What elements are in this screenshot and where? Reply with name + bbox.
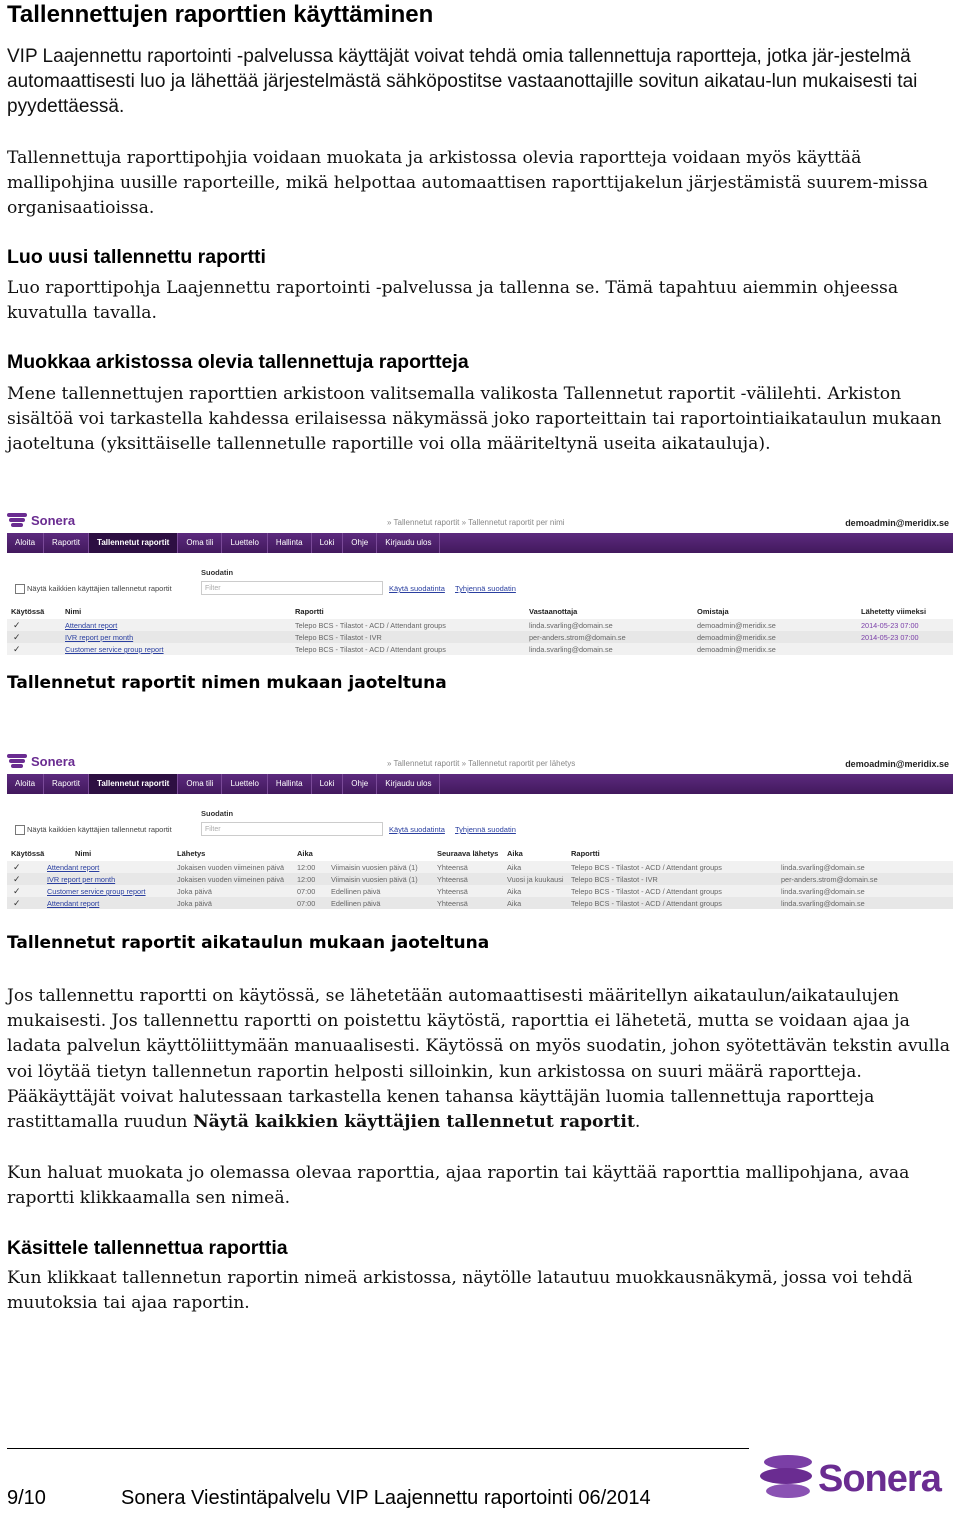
page-title: Tallennettujen raporttien käyttäminen [7,1,434,28]
main-nav [7,774,953,794]
section-text-create: Luo raporttipohja Laajennettu raportointi -palvelussa ja tallenna se. Tämä tapahtuu aiemmin ohjeessa kuvatulla tavalla. [7,278,899,324]
sonera-mark-icon [7,753,27,769]
footer-text: Sonera Viestintäpalvelu VIP Laajennettu raportointi 06/2014 [121,1487,651,1509]
nav-luettelo[interactable]: Luettelo [222,533,267,553]
check-icon: ✓ [13,620,21,630]
nav-kirjaudu-ulos[interactable]: Kirjaudu ulos [377,774,440,794]
breadcrumb: » Tallennetut raportit » Tallennetut raportit per nimi [387,518,565,527]
apply-filter-link[interactable]: Käytä suodatinta [389,584,445,593]
filter-label: Suodatin [201,568,234,577]
filter-input[interactable]: Filter [201,581,383,595]
table-row: ✓ IVR report per month Jokaisen vuoden viimeinen päivä 12:00 Viimaisin vuosien päivä (1) Yhteensä Vuosi ja kuukausi Telepo BCS - Tilastot - IVR per-anders.strom@domain.se [7,873,953,886]
check-icon: ✓ [13,898,21,908]
nav-raportit[interactable]: Raportit [44,774,89,794]
page-number: 9/10 [7,1487,46,1509]
main-nav [7,533,953,553]
template-paragraph: Tallennettuja raporttipohjia voidaan muokata ja arkistossa olevia raportteja voidaan myös käyttää mallipohjina uusille raporteille, mikä helpottaa automaattisen raporttijakelun järjestämistä suurem-missa organisaatioissa. [7,148,929,219]
report-name-link[interactable]: Attendant report [47,863,100,872]
footer-sonera-logo: Sonera [760,1452,952,1504]
filter-input[interactable]: Filter [201,822,383,836]
open-paragraph: Kun haluat muokata jo olemassa olevaa raporttia, ajaa raportin tai käyttää raporttia mallipohjana, avaa raportti klikkaamalla sen nimeä. [7,1163,910,1209]
sonera-logo: Sonera [7,512,75,528]
section-heading-edit: Muokkaa arkistossa olevia tallennettuja raportteja [7,351,469,373]
nav-oma-tili[interactable]: Oma tili [178,533,222,553]
user-email[interactable]: demoadmin@meridix.se [845,759,949,769]
table-row: ✓ Customer service group report Telepo BCS - Tilastot - ACD / Attendant groups linda.svarling@domain.se demoadmin@meridix.se [7,643,953,656]
intro-paragraph: VIP Laajennettu raportointi -palvelussa käyttäjät voivat tehdä omia tallennettuja raportteja, jotka jär-jestelmä automaattisesti luo ja lähettää järjestelmästä sähköpostitse vastaanottajille sovitun aikatau-lun mukaisesti tai pyydettäessä. [7,46,918,117]
check-icon: ✓ [13,862,21,872]
show-all-checkbox[interactable] [15,825,25,835]
sonera-logo: Sonera [7,753,75,769]
check-icon: ✓ [13,886,21,896]
check-icon: ✓ [13,874,21,884]
table-header: Käytössä Nimi Raportti Vastaanottaja Omistaja Lähetetty viimeksi [11,607,927,616]
report-name-link[interactable]: Customer service group report [47,887,146,896]
section-heading-create: Luo uusi tallennettu raportti [7,246,266,268]
apply-filter-link[interactable]: Käytä suodatinta [389,825,445,834]
nav-oma-tili[interactable]: Oma tili [178,774,222,794]
filter-label: Suodatin [201,809,234,818]
screenshot-by-name [7,510,953,658]
nav-luettelo[interactable]: Luettelo [222,774,267,794]
caption-by-schedule: Tallennetut raportit aikataulun mukaan jaoteltuna [7,933,490,953]
nav-ohje[interactable]: Ohje [343,774,377,794]
section-text-edit: Mene tallennettujen raporttien arkistoon valitsemalla valikosta Tallennetut raportit -välilehti. Arkiston sisältöä voi tarkastella kahdessa erilaisessa näkymässä joko raporteittain tai raportointiaikataulun mukaan jaoteltuna (yksittäiselle tallennetulle raportille voi olla määriteltynä useita aikatauluja). [7,384,942,455]
user-email[interactable]: demoadmin@meridix.se [845,518,949,528]
nav-aloita[interactable]: Aloita [7,533,44,553]
check-icon: ✓ [13,644,21,654]
active-paragraph: Jos tallennettu raportti on käytössä, se lähetetään automaattisesti määritellyn aikataulun/aikataulujen mukaisesti. Jos tallennettu raportti on poistettu käytöstä, raporttia ei lähetetä, mutta se voidaan ajaa ja ladata palvelun käyttöliittymään manuaalisesti. Käytössä on myös suodatin, johon syötettävän tekstin avulla voi löytää tietyn tallennetun raportin helposti silloinkin, kun arkistossa on suuri määrä raportteja. Pääkäyttäjät voivat halutessaan tarkastella kenen tahansa käyttäjän luomia tallennettuja raportteja rastittamalla ruudun Näytä kaikkien käyttäjien tallennetut raportit. [7,986,950,1133]
sonera-mark-icon [760,1452,816,1504]
nav-hallinta[interactable]: Hallinta [268,533,312,553]
nav-ohje[interactable]: Ohje [343,533,377,553]
table-row: ✓ IVR report per month Telepo BCS - Tilastot - IVR per-anders.strom@domain.se demoadmin@meridix.se 2014-05-23 07:00 [7,631,953,644]
nav-aloita[interactable]: Aloita [7,774,44,794]
sonera-mark-icon [7,512,27,528]
section-heading-handle: Käsittele tallennettua raporttia [7,1237,288,1259]
footer-rule [7,1448,749,1449]
nav-loki[interactable]: Loki [312,533,344,553]
clear-filter-link[interactable]: Tyhjennä suodatin [455,825,516,834]
table-header: Käytössä Nimi Lähetys Aika Seuraava lähetys Aika Raportti [11,849,600,858]
show-all-checkbox[interactable] [15,584,25,594]
report-name-link[interactable]: Customer service group report [65,645,164,654]
table-row: ✓ Attendant report Telepo BCS - Tilastot - ACD / Attendant groups linda.svarling@domain.se demoadmin@meridix.se 2014-05-23 07:00 [7,619,953,632]
nav-tallennetut-raportit[interactable]: Tallennetut raportit [89,774,178,794]
nav-raportit[interactable]: Raportit [44,533,89,553]
breadcrumb: » Tallennetut raportit » Tallennetut raportit per lähetys [387,759,576,768]
table-row: ✓ Attendant report Jokaisen vuoden viimeinen päivä 12:00 Viimaisin vuosien päivä (1) Yhteensä Aika Telepo BCS - Tilastot - ACD / Attendant groups linda.svarling@domain.se [7,861,953,874]
nav-tallennetut-raportit[interactable]: Tallennetut raportit [89,533,178,553]
section-text-handle: Kun klikkaat tallennetun raportin nimeä arkistossa, näytölle latautuu muokkausnäkymä, jossa voi tehdä muutoksia tai ajaa raportin. [7,1268,913,1314]
report-name-link[interactable]: IVR report per month [65,633,134,642]
show-all-emphasis: Näytä kaikkien käyttäjien tallennetut raportit [192,1112,635,1133]
report-name-link[interactable]: Attendant report [47,899,100,908]
table-row: ✓ Attendant report Joka päivä 07:00 Edellinen päivä Yhteensä Aika Telepo BCS - Tilastot - ACD / Attendant groups linda.svarling@domain.se [7,897,953,910]
clear-filter-link[interactable]: Tyhjennä suodatin [455,584,516,593]
check-icon: ✓ [13,632,21,642]
nav-hallinta[interactable]: Hallinta [268,774,312,794]
caption-by-name: Tallennetut raportit nimen mukaan jaoteltuna [7,673,447,693]
nav-loki[interactable]: Loki [312,774,344,794]
screenshot-by-schedule [7,751,953,911]
report-name-link[interactable]: Attendant report [65,621,118,630]
table-row: ✓ Customer service group report Joka päivä 07:00 Edellinen päivä Yhteensä Aika Telepo BCS - Tilastot - ACD / Attendant groups linda.svarling@domain.se [7,885,953,898]
report-name-link[interactable]: IVR report per month [47,875,116,884]
show-all-label: Näytä kaikkien käyttäjien tallennetut raportit [27,825,172,834]
nav-kirjaudu-ulos[interactable]: Kirjaudu ulos [377,533,440,553]
show-all-label: Näytä kaikkien käyttäjien tallennetut raportit [27,584,172,593]
